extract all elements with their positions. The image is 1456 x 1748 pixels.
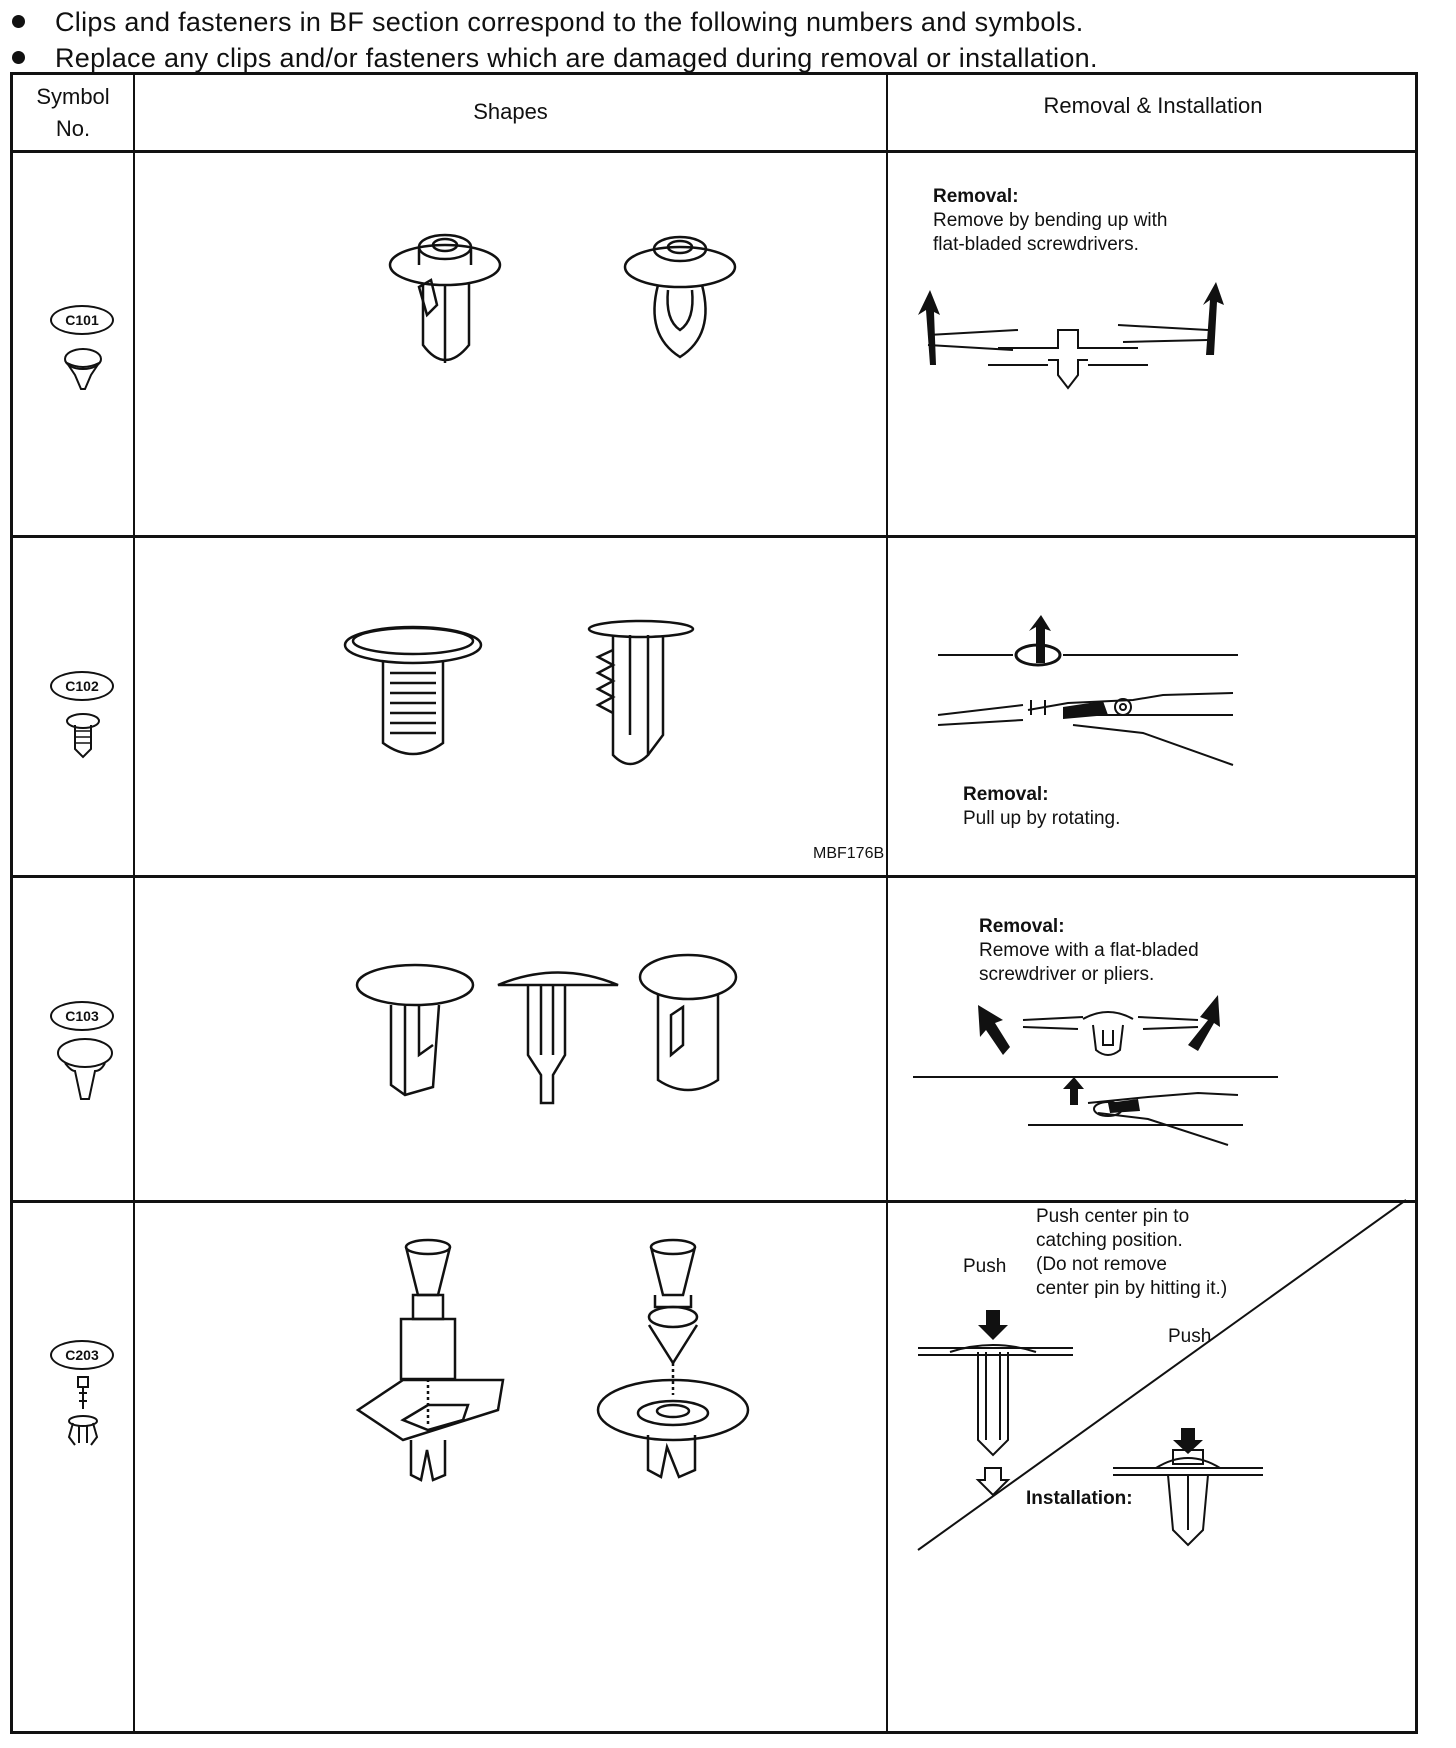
row-divider — [13, 150, 1415, 153]
c101-removal-note: Removal: Remove by bending up with flat-bladed screwdrivers. — [933, 186, 1168, 255]
header-shapes: Shapes — [473, 99, 548, 124]
c101-clip-illustration — [383, 225, 783, 375]
symbol-badge-c102: C102 — [50, 671, 114, 701]
c102-removal-note: Removal: Pull up by rotating. — [963, 784, 1121, 829]
push-label-2: Push — [1168, 1326, 1212, 1347]
header-symbol-no: Symbol No. — [36, 84, 110, 141]
c102-symbol-icon — [65, 713, 101, 759]
figure-code: MBF176B — [813, 845, 885, 862]
bullet-dot — [12, 51, 25, 64]
c102-removal-diagram — [933, 615, 1253, 795]
c101-removal-diagram — [908, 270, 1228, 390]
instructions — [8, 4, 1448, 76]
symbol-badge-c203: C203 — [50, 1340, 114, 1370]
c203-push-note: Push center pin to catching position. (Do not remove center pin by hitting it.) — [1036, 1206, 1228, 1299]
column-divider — [133, 75, 135, 1731]
c103-removal-diagram — [908, 985, 1288, 1200]
c103-removal-note: Removal: Remove with a flat-bladed screwdriver or pliers. — [979, 916, 1199, 985]
c102-clip-illustration — [338, 615, 738, 775]
row-divider — [13, 535, 1415, 538]
bullet-dot — [12, 15, 25, 28]
fastener-table — [10, 72, 1418, 1734]
installation-label: Installation: — [1026, 1488, 1133, 1509]
c103-symbol-icon — [55, 1037, 115, 1107]
symbol-badge-c101: C101 — [50, 305, 114, 335]
header-removal-installation: Removal & Installation — [1043, 93, 1263, 118]
row-divider — [13, 875, 1415, 878]
c203-clip-illustration — [343, 1235, 763, 1485]
c101-symbol-icon — [53, 347, 113, 397]
push-label-1: Push — [963, 1256, 1007, 1277]
c203-symbol-icon — [61, 1375, 105, 1450]
bullet-1: Clips and fasteners in BF section correspond to the following numbers and symbols. — [8, 4, 1448, 40]
symbol-badge-c103: C103 — [50, 1001, 114, 1031]
bullet-2: Replace any clips and/or fasteners which are damaged during removal or installation. — [8, 40, 1448, 76]
c103-clip-illustration — [353, 955, 753, 1115]
column-divider — [886, 75, 888, 1731]
